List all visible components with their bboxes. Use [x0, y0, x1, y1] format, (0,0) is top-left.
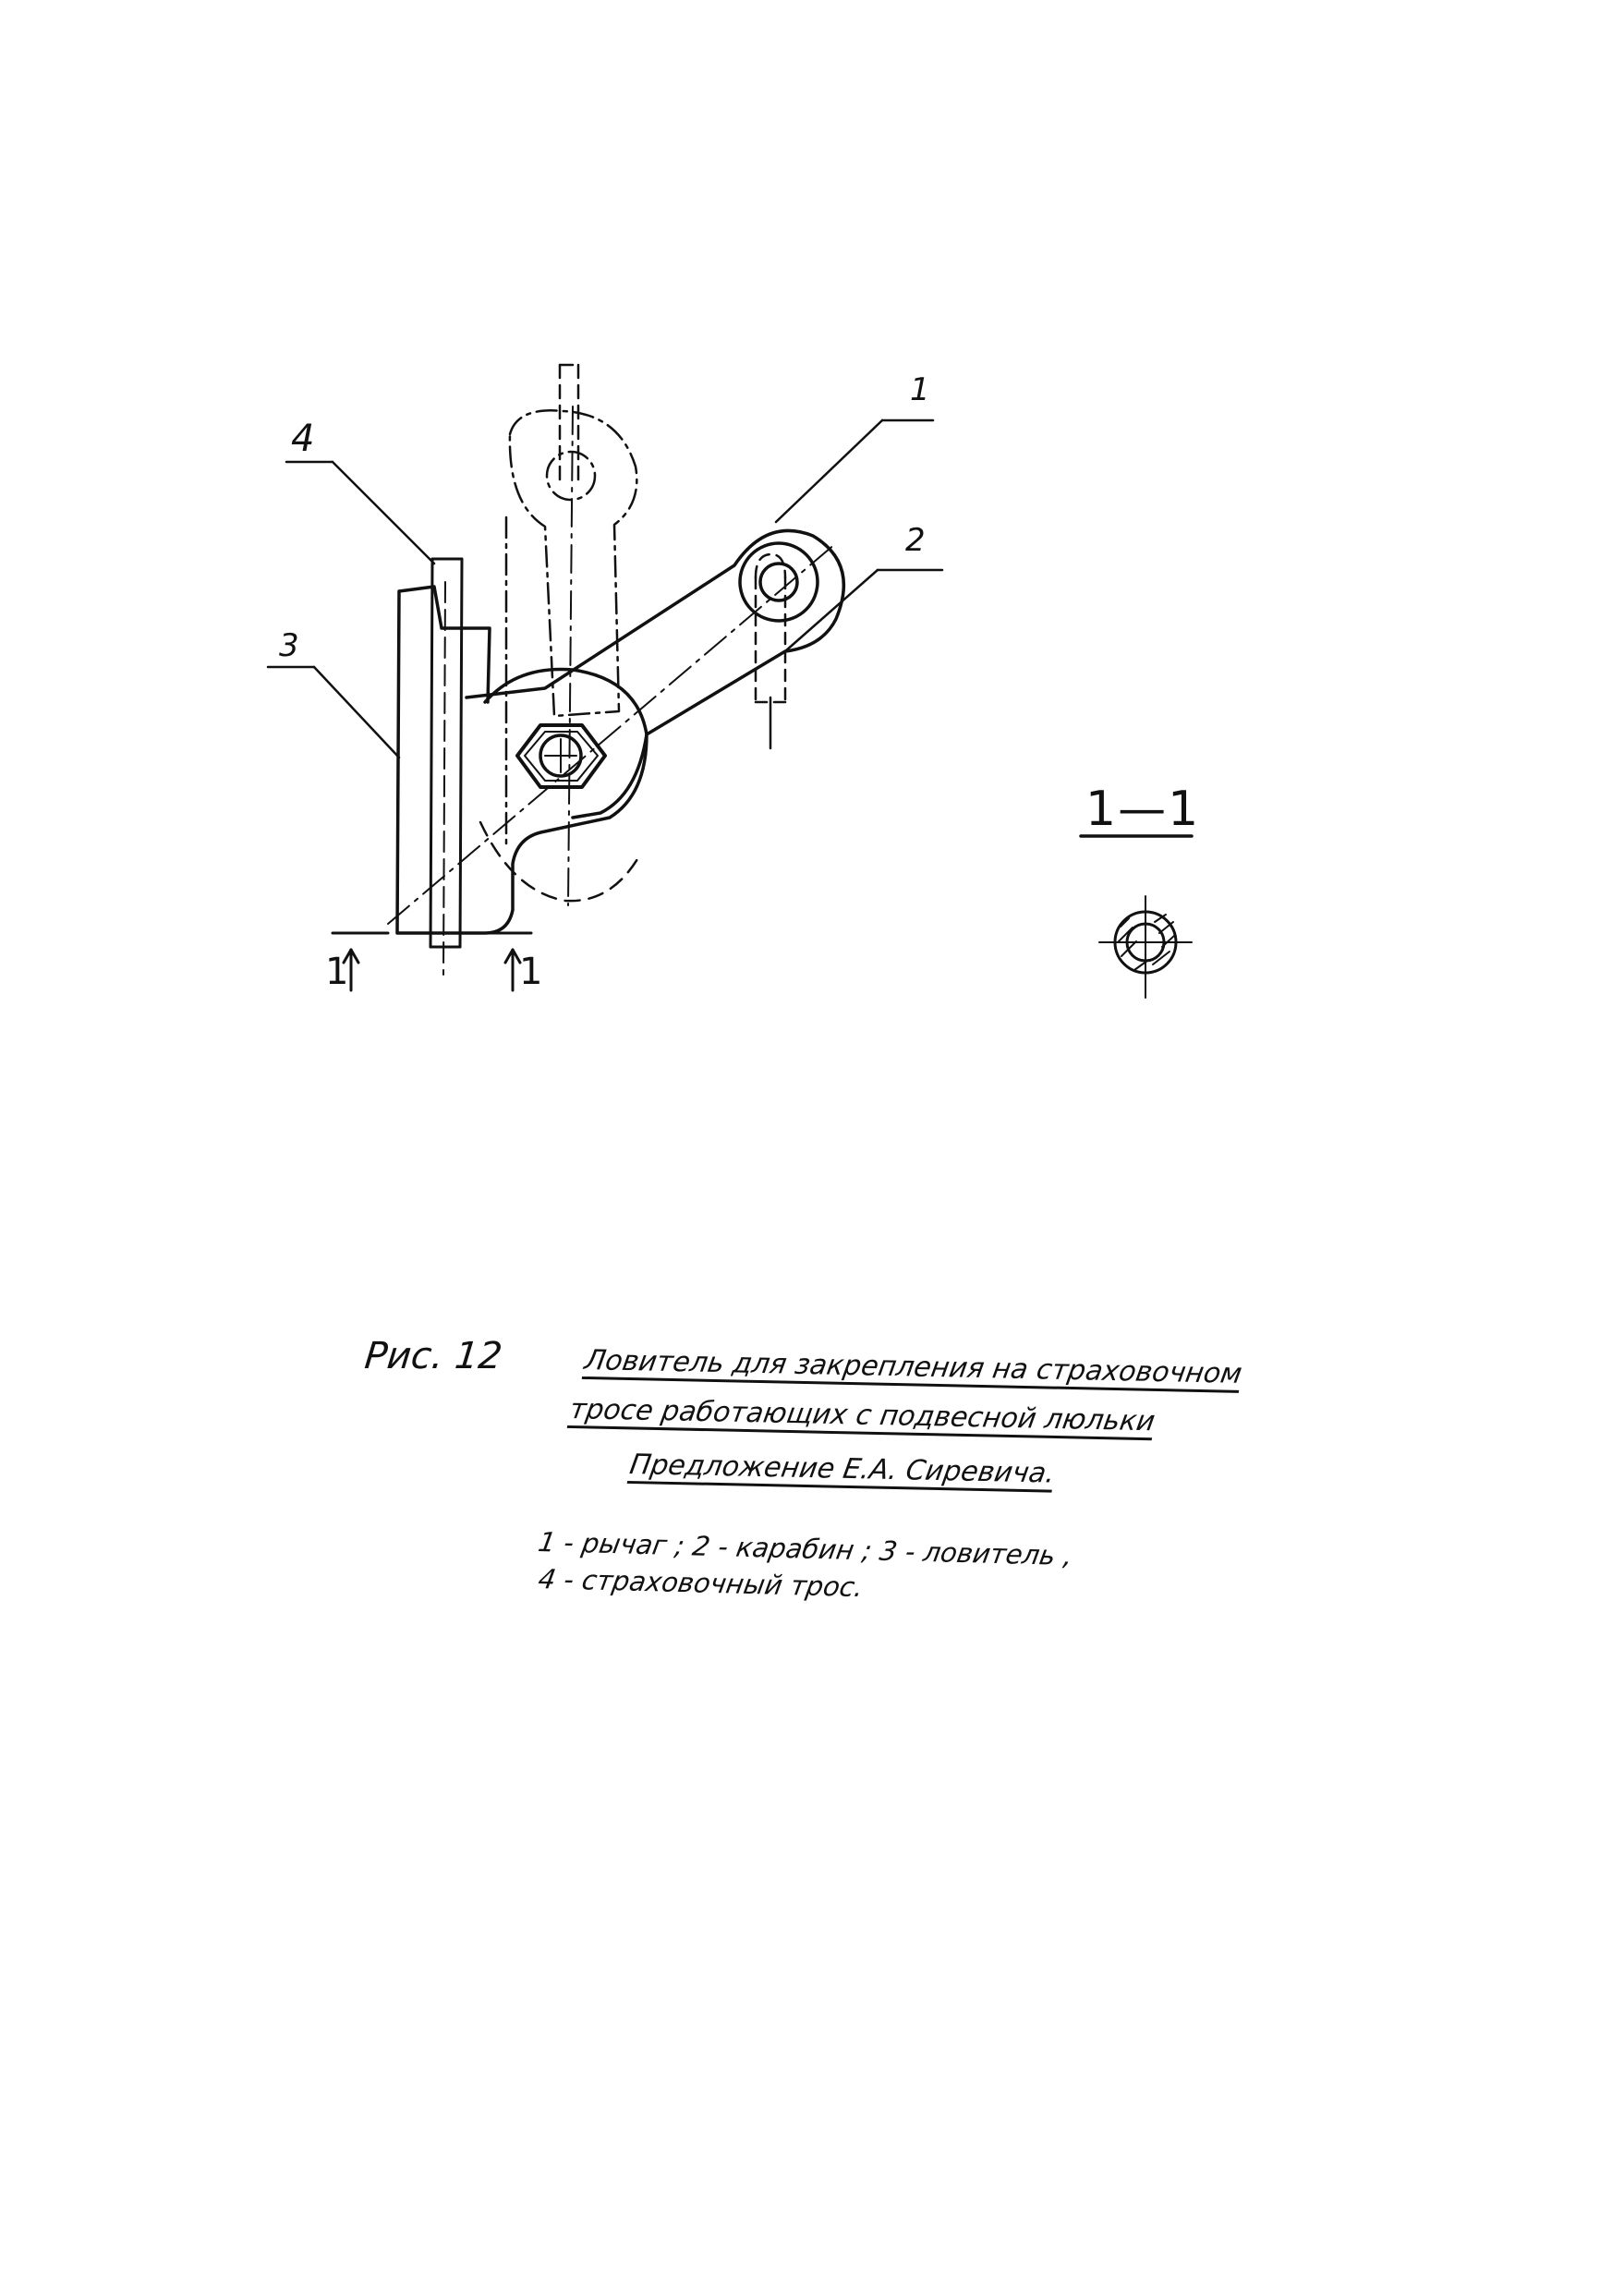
rope-4 [430, 559, 462, 975]
caption-line-1: Ловитель для закрепления на страховочном [582, 1344, 1244, 1390]
cut-mark-right: 1 [519, 951, 543, 993]
technical-drawing [0, 0, 1624, 1062]
swing-arc [480, 822, 637, 901]
cut-mark-left: 1 [325, 951, 349, 993]
caption-line-2: тросе работающих с подвесной люльки [567, 1393, 1157, 1438]
section-1-1-view [1081, 836, 1192, 998]
section-title: 1—1 [1085, 782, 1201, 837]
part-label-3: 3 [279, 627, 299, 664]
part-label-2: 2 [905, 522, 926, 559]
legend-line-2: 4 - страховочный трос. [536, 1563, 867, 1604]
part-label-1: 1 [910, 371, 930, 408]
figure-number: Рис. 12 [362, 1335, 504, 1377]
upper-cable [560, 365, 578, 480]
legend-line-1: 1 - рычаг ; 2 - карабин ; 3 - ловитель , [536, 1526, 1075, 1572]
center-lines [388, 406, 836, 924]
leader-lines [268, 420, 942, 758]
part-label-4: 4 [291, 418, 315, 460]
caption-line-3: Предложение Е.А. Сиревича. [627, 1449, 1058, 1490]
